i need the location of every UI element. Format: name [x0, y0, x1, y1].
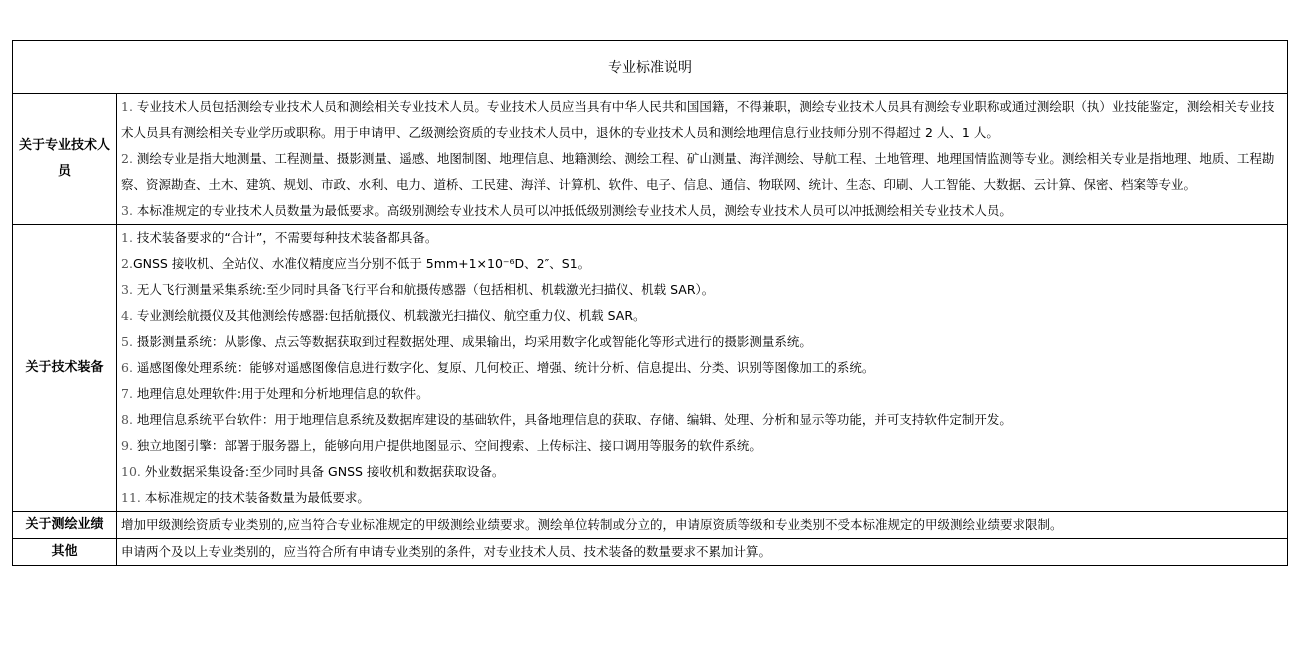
section-row-other — [13, 539, 1288, 566]
list-item: 3. 无人飞行测量采集系统:至少同时具备飞行平台和航摄传感器（包括相机、机载激光扫描仪、机载 SAR）。 — [121, 282, 715, 297]
table-title: 专业标准说明 — [13, 41, 1288, 94]
section-body-performance — [117, 512, 1288, 539]
section-row-personnel — [13, 94, 1288, 225]
section-row-equipment — [13, 225, 1288, 512]
section-row-performance — [13, 512, 1288, 539]
section-header-performance: 关于测绘业绩 — [13, 512, 117, 539]
section-body-other — [117, 539, 1288, 566]
list-item: 11. 本标准规定的技术装备数量为最低要求。 — [121, 490, 370, 505]
list-item: 4. 专业测绘航摄仪及其他测绘传感器:包括航摄仪、机载激光扫描仪、航空重力仪、机载 SAR。 — [121, 308, 646, 323]
section-text: 增加甲级测绘资质专业类别的,应当符合专业标准规定的甲级测绘业绩要求。测绘单位转制或分立的，申请原资质等级和专业类别不受本标准规定的甲级测绘业绩要求限制。 — [121, 517, 1063, 532]
section-header-equipment: 关于技术装备 — [13, 225, 117, 512]
list-item: 7. 地理信息处理软件:用于处理和分析地理信息的软件。 — [121, 386, 429, 401]
list-item: 9. 独立地图引擎：部署于服务器上，能够向用户提供地图显示、空间搜索、上传标注、接口调用等服务的软件系统。 — [121, 438, 762, 453]
list-item: 5. 摄影测量系统：从影像、点云等数据获取到过程数据处理、成果输出，均采用数字化或智能化等形式进行的摄影测量系统。 — [121, 334, 812, 349]
section-body-equipment — [117, 225, 1288, 512]
list-item: 3. 本标准规定的专业技术人员数量为最低要求。高级别测绘专业技术人员可以冲抵低级别测绘专业技术人员，测绘专业技术人员可以冲抵测绘相关专业技术人员。 — [121, 203, 1012, 218]
section-header-other: 其他 — [13, 539, 117, 566]
section-header-personnel: 关于专业技术人员 — [13, 94, 117, 225]
list-item: 6. 遥感图像处理系统：能够对遥感图像信息进行数字化、复原、几何校正、增强、统计分析、信息提出、分类、识别等图像加工的系统。 — [121, 360, 875, 375]
standard-table — [12, 40, 1288, 566]
section-text: 申请两个及以上专业类别的，应当符合所有申请专业类别的条件，对专业技术人员、技术装备的数量要求不累加计算。 — [121, 544, 772, 559]
list-item: 2.GNSS 接收机、全站仪、水准仪精度应当分别不低于 5mm+1×10⁻⁶D、2″、S1。 — [121, 256, 591, 271]
section-body-personnel — [117, 94, 1288, 225]
title-row — [13, 41, 1288, 94]
list-item: 1. 专业技术人员包括测绘专业技术人员和测绘相关专业技术人员。专业技术人员应当具有中华人民共和国国籍，不得兼职，测绘专业技术人员具有测绘专业职称或通过测绘职（执）业技能鉴定，测绘相关专业技术人员具有测绘相关专业学历或职称。用于申请甲、乙级测绘资质的专业技术人员中，退休的专业技术人员和测绘地理信息行业技师分别不得超过 2 人、1 人。 — [121, 99, 1275, 140]
list-item: 8. 地理信息系统平台软件：用于地理信息系统及数据库建设的基础软件，具备地理信息的获取、存储、编辑、处理、分析和显示等功能，并可支持软件定制开发。 — [121, 412, 1012, 427]
list-item: 10. 外业数据采集设备:至少同时具备 GNSS 接收机和数据获取设备。 — [121, 464, 505, 479]
list-item: 1. 技术装备要求的“合计”，不需要每种技术装备都具备。 — [121, 230, 438, 245]
list-item: 2. 测绘专业是指大地测量、工程测量、摄影测量、遥感、地图制图、地理信息、地籍测绘、测绘工程、矿山测量、海洋测绘、导航工程、土地管理、地理国情监测等专业。测绘相关专业是指地理、地质、工程勘察、资源勘查、土木、建筑、规划、市政、水利、电力、道桥、工民建、海洋、计算机、软件、电子、信息、通信、物联网、统计、生态、印刷、人工智能、大数据、云计算、保密、档案等专业。 — [121, 151, 1275, 192]
